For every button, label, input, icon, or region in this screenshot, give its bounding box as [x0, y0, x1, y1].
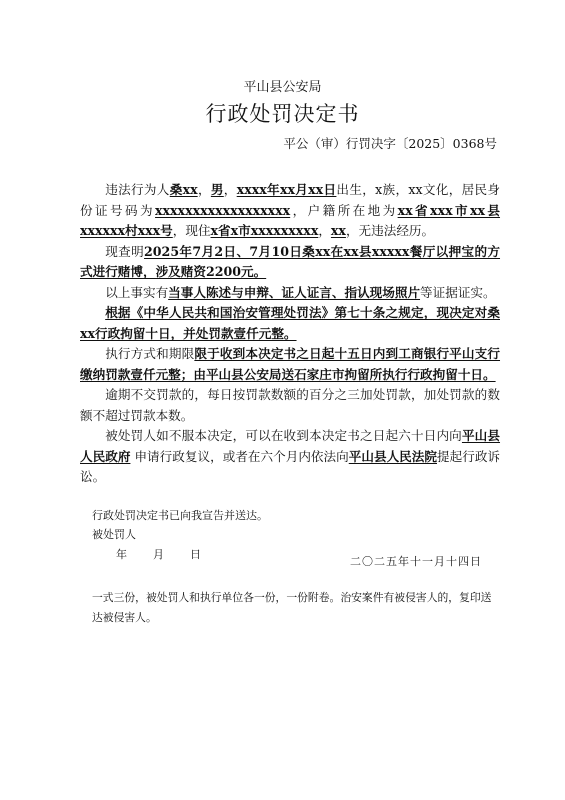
- decision-text: 根据《中华人民共和国治安管理处罚法》第七十条之规定，现决定对桑xx行政拘留十日，并处罚款壹仟元整。: [80, 305, 500, 341]
- text-segment: 提起行政诉讼。: [80, 448, 501, 484]
- appeal-paragraph: [80, 426, 500, 488]
- text-segment: 出生，x族，xx文化，居民身份证号码为: [80, 182, 501, 218]
- text-segment: 等证据证实。: [420, 284, 496, 300]
- issue-date: 二〇二五年十一月十四日: [350, 555, 482, 568]
- text-segment: 以上事实有: [105, 284, 169, 300]
- decision-paragraph: [80, 303, 500, 344]
- facts-paragraph: [80, 242, 500, 283]
- text-segment: ，无违法经历。: [345, 223, 435, 238]
- recipient-signature-label: 被处罚人: [92, 528, 136, 541]
- offender-birthdate: xxxx年xx月xx日: [236, 182, 337, 197]
- offender-residence: x省x市xxxxxxxxx: [210, 223, 319, 238]
- text-segment: ，: [318, 223, 331, 238]
- evidence-paragraph: [80, 283, 500, 304]
- execution-paragraph: [80, 344, 500, 385]
- document-body: [80, 180, 500, 488]
- text-segment: ，户籍所在地为: [290, 202, 398, 218]
- document-number: 平公（审）行罚决字〔2025〕0368号: [283, 136, 497, 151]
- copies-note: 一式三份，被处罚人和执行单位各一份，一份附卷。治安案件有被侵害人的，复印送达被侵害人。: [92, 591, 492, 624]
- delivery-statement: 行政处罚决定书已向我宣告并送达。: [92, 509, 268, 522]
- document-title: 行政处罚决定书: [205, 102, 360, 126]
- execution-method: 限于收到本决定书之日起十五日内到工商银行平山支行缴纳罚款壹仟元整；由平山县公安局送石家庄市拘留所执行行政拘留十日。: [80, 346, 501, 382]
- text-segment: 被处罚人如不服本决定，可以在收到本决定书之日起六十日内向: [105, 428, 462, 443]
- offender-gender: 男: [210, 182, 224, 197]
- offender-hukou: xx省xxx市xx县xxxxxx村xxx号: [80, 202, 501, 238]
- text-segment: 执行方式和期限: [105, 346, 195, 361]
- text-segment: 违法行为人: [105, 182, 170, 197]
- year-label: 年: [116, 548, 127, 561]
- overdue-paragraph: 逾期不交罚款的，每日按罚款数额的百分之三加处罚款，加处罚款的数额不超过罚款本数。: [80, 387, 500, 423]
- signature-date-fields: [116, 546, 227, 562]
- issuing-agency: 平山县公安局: [243, 80, 322, 95]
- text-segment: 申请行政复议，或者在六个月内依法向: [130, 448, 349, 464]
- day-label: 日: [190, 548, 201, 561]
- text-segment: ，: [197, 182, 211, 197]
- facts-text: 2025年7月2日、7月10日桑xx在xx县xxxxx餐厅以押宝的方式进行赌博，涉及赌资2200元。: [80, 243, 501, 279]
- review-authority: 平山县人民政府: [80, 428, 501, 464]
- offender-id-number: xxxxxxxxxxxxxxxxxx: [155, 202, 291, 218]
- offender-name: 桑xx: [169, 182, 198, 197]
- offender-info-paragraph: [80, 180, 500, 242]
- text-segment: 现查明: [105, 243, 145, 259]
- court: 平山县人民法院: [348, 448, 437, 464]
- text-segment: ，现住: [172, 223, 211, 238]
- offender-record: xx: [330, 223, 346, 238]
- text-segment: ，: [223, 182, 237, 197]
- evidence-text: 当事人陈述与申辩、证人证言、指认现场照片: [168, 284, 421, 300]
- month-label: 月: [153, 548, 164, 561]
